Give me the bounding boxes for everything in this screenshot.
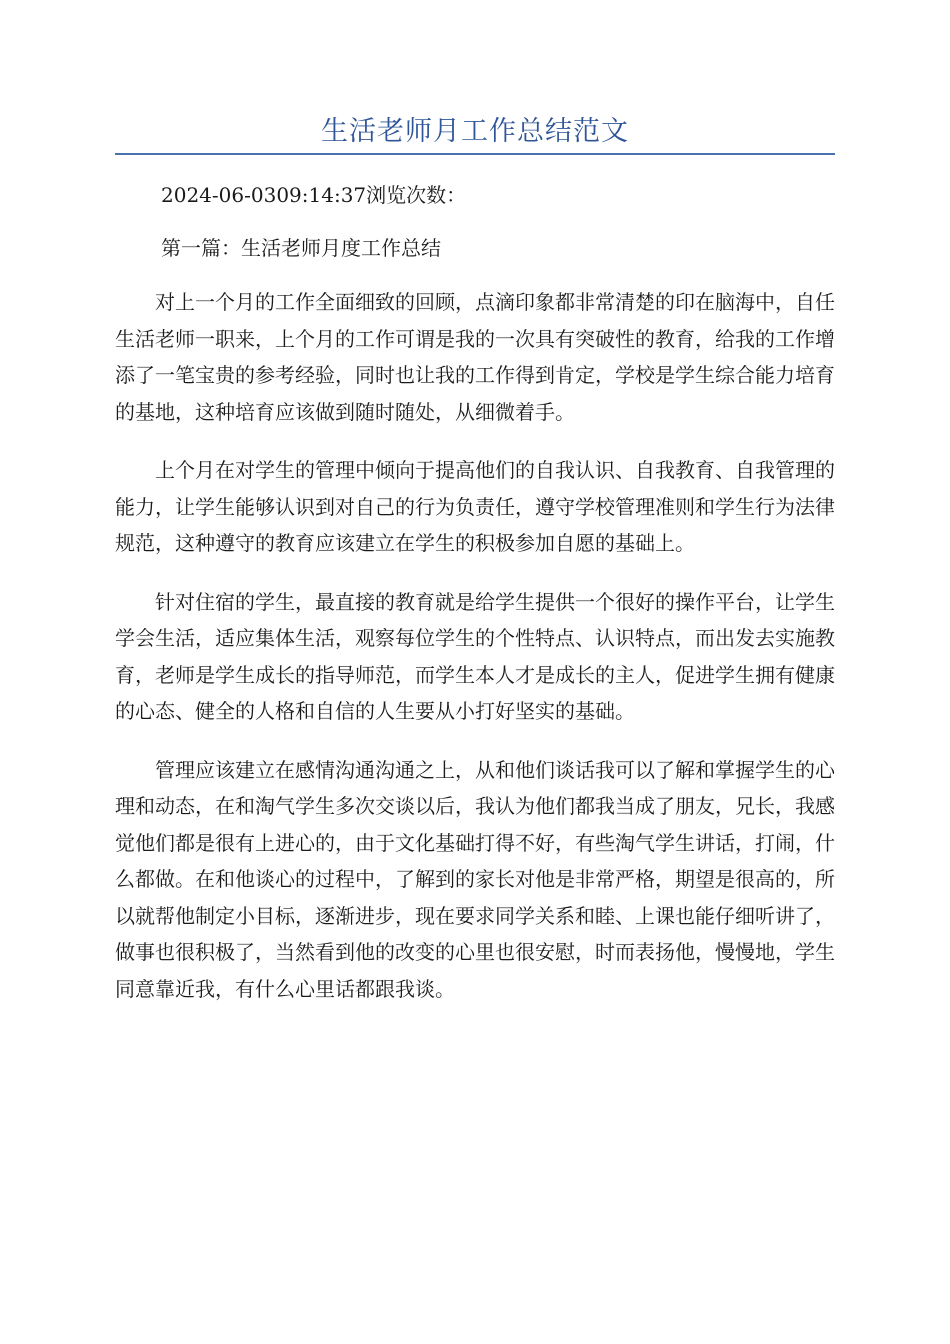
paragraph-3: 针对住宿的学生，最直接的教育就是给学生提供一个很好的操作平台，让学生学会生活，适应集体生活，观察每位学生的个性特点、认识特点，而出发去实施教育，老师是学生成长的指导师范，而学生本人才是成长的主人，促进学生拥有健康的心态、健全的人格和自信的人生要从小打好坚实的基础。 [115,589,835,723]
paragraph-1: 对上一个月的工作全面细致的回顾，点滴印象都非常清楚的印在脑海中，自任生活老师一职来，上个月的工作可谓是我的一次具有突破性的教育，给我的工作增添了一笔宝贵的参考经验，同时也让我的工作得到肯定，学校是学生综合能力培育的基地，这种培育应该做到随时随处，从细微着手。 [115,290,835,424]
section-heading: 第一篇：生活老师月度工作总结 [161,236,441,260]
paragraph-2: 上个月在对学生的管理中倾向于提高他们的自我认识、自我教育、自我管理的能力，让学生能够认识到对自己的行为负责任，遵守学校管理准则和学生行为法律规范，这种遵守的教育应该建立在学生的积极参加自愿的基础上。 [115,458,835,555]
paragraph-4: 管理应该建立在感情沟通沟通之上，从和他们谈话我可以了解和掌握学生的心理和动态，在和淘气学生多次交谈以后，我认为他们都我当成了朋友，兄长，我感觉他们都是很有上进心的，由于文化基础打得不好，有些淘气学生讲话，打闹，什么都做。在和他谈心的过程中，了解到的家长对他是非常严格，期望是很高的，所以就帮他制定小目标，逐渐进步，现在要求同学关系和睦、上课也能仔细听讲了，做事也很积极了，当然看到他的改变的心里也很安慰，时而表扬他，慢慢地，学生同意靠近我，有什么心里话都跟我谈。 [115,757,835,1001]
document-body [115,284,835,1029]
title-underline [115,153,835,155]
document-title: 生活老师月工作总结范文 [321,116,629,147]
document-meta: 2024-06-0309:14:37浏览次数： [161,183,467,207]
